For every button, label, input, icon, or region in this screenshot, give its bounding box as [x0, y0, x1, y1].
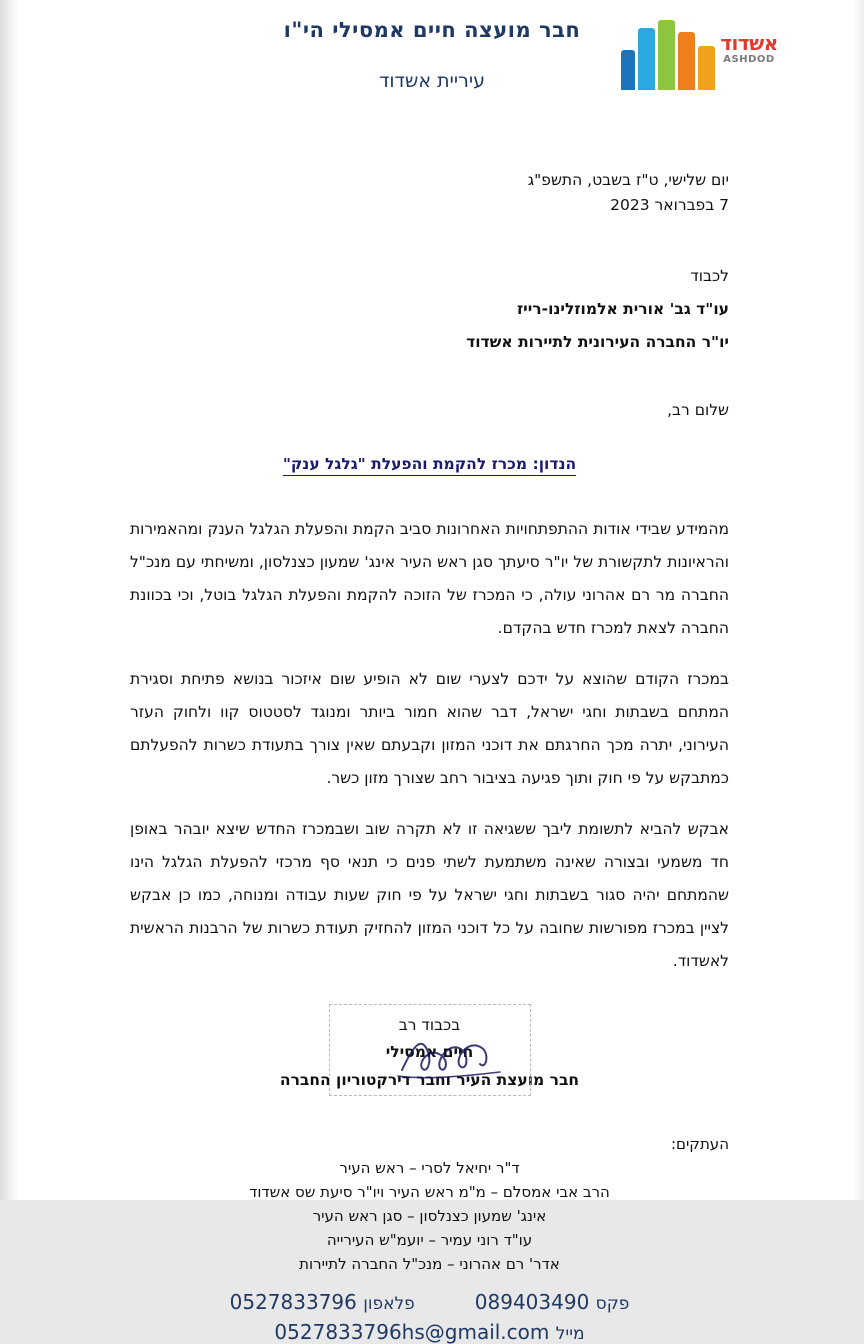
cc-item: עו"ד רוני עמיר – יועמ"ש העירייה [326, 1231, 533, 1249]
greeting: שלום רב, [667, 401, 729, 419]
date-hebrew: יום שלישי, ט"ז בשבט, התשפ"ג [527, 171, 729, 189]
date-gregorian: 7 בפברואר 2023 [610, 196, 729, 214]
cc-item: הרב אבי אמסלם – מ"מ ראש העיר ויו"ר סיעת שס אשדוד [249, 1183, 610, 1201]
fax-value: 089403490 [474, 1290, 590, 1314]
cc-item: ד"ר יחיאל לסרי – ראש העיר [339, 1159, 520, 1177]
date-block [130, 168, 729, 218]
fax-label: פקס [595, 1294, 630, 1314]
cc-item: אדר' רם אהרוני – מנכ"ל החברה לתיירות [299, 1255, 560, 1273]
logo-text-english: ASHDOD [723, 54, 775, 65]
paragraphs [130, 513, 729, 978]
phone-label: פלאפון [363, 1294, 415, 1314]
subject-text: הנדון: מכרז להקמת והפעלת "גלגל ענק" [283, 455, 576, 476]
paragraph-1: מהמידע שבידי אודות ההתפתחויות האחרונות סביב הקמת והפעלת הגלגל הענק ומהאמירות והראיונות לתקשורת של יו"ר סיעתך סגן ראש העיר אינג' שמעון כצנלסון, ומשיחתי עם מנכ"ל החברה מר רם אהרוני עולה, כי המכרז של הזוכה להקמת והפעלת הגלגל בוטל, וכי בכוונת החברה לצאת למכרז חדש בהקדם. [130, 520, 729, 637]
phone-entry [230, 1290, 415, 1314]
addressee-block [130, 260, 729, 359]
mail-value[interactable]: 0527833796hs@gmail.com [274, 1320, 550, 1344]
signature-name: חיים אמסילי [385, 1043, 474, 1061]
logo-text [714, 32, 784, 66]
handwritten-signature-icon [396, 1026, 506, 1086]
signature-role: חבר מועצת העיר וחבר דירקטוריון החברה [279, 1071, 580, 1089]
letter-body [0, 168, 864, 1344]
addressee-role: יו"ר החברה העירונית לתיירות אשדוד [466, 333, 729, 351]
signature-block [130, 1012, 729, 1094]
mail-label: מייל [555, 1324, 585, 1344]
logo-bars-icon [619, 18, 715, 90]
fax-entry [475, 1290, 630, 1314]
addressee-label: לכבוד [690, 267, 729, 285]
paragraph-3: אבקש להביא לתשומת ליבך ששגיאה זו לא תקרה שוב ושבמכרז החדש שיצא יובהר באופן חד משמעי ובצורה שאינה משתמעת לשתי פנים כי תנאי סף מרכזי להפעלת הגלגל הינו שהמתחם יהיה סגור בשבתות וחגי ישראל על פי חוק שעות עבודה ומנוחה, כמו כן אבקש לציין במכרז מפורשות שחובה על כל דוכני המזון להחזיק תעודת כשרות של הרבנות הראשית לאשדוד. [130, 820, 729, 970]
signature-closing: בכבוד רב [398, 1016, 461, 1034]
phone-value: 0527833796 [229, 1290, 357, 1314]
ashdod-logo [619, 16, 784, 98]
cc-block [130, 1132, 729, 1276]
mail-line [130, 1320, 729, 1344]
logo-text-hebrew: אשדוד [720, 31, 778, 55]
addressee-name: עו"ד גב' אורית אלמוזלינו-רייז [516, 300, 729, 318]
contact-line [130, 1290, 729, 1314]
letterhead-subtitle: עיריית אשדוד [379, 70, 485, 92]
subject-line [130, 455, 729, 473]
cc-title: העתקים: [670, 1135, 729, 1153]
letterhead [0, 0, 864, 120]
letterhead-title: חבר מועצה חיים אמסילי הי"ו [283, 18, 581, 42]
cc-item: אינג' שמעון כצנלסון – סגן ראש העיר [312, 1207, 547, 1225]
paragraph-2: במכרז הקודם שהוצא על ידכם לצערי שום לא הופיע שום איזכור בנושא פתיחת וסגירת המתחם בשבתות וחגי ישראל, דבר שהוא חמור ביותר ומנוגד לסטטוס קוו ולחוק העזר העירוני, יתרה מכך החרגתם את דוכני המזון וקבעתם שאין צורך בתעודת כשרות להפעלתם כמתבקש על פי חוק ותוך פגיעה בציבור רחב שצורך מזון כשר. [130, 670, 729, 787]
